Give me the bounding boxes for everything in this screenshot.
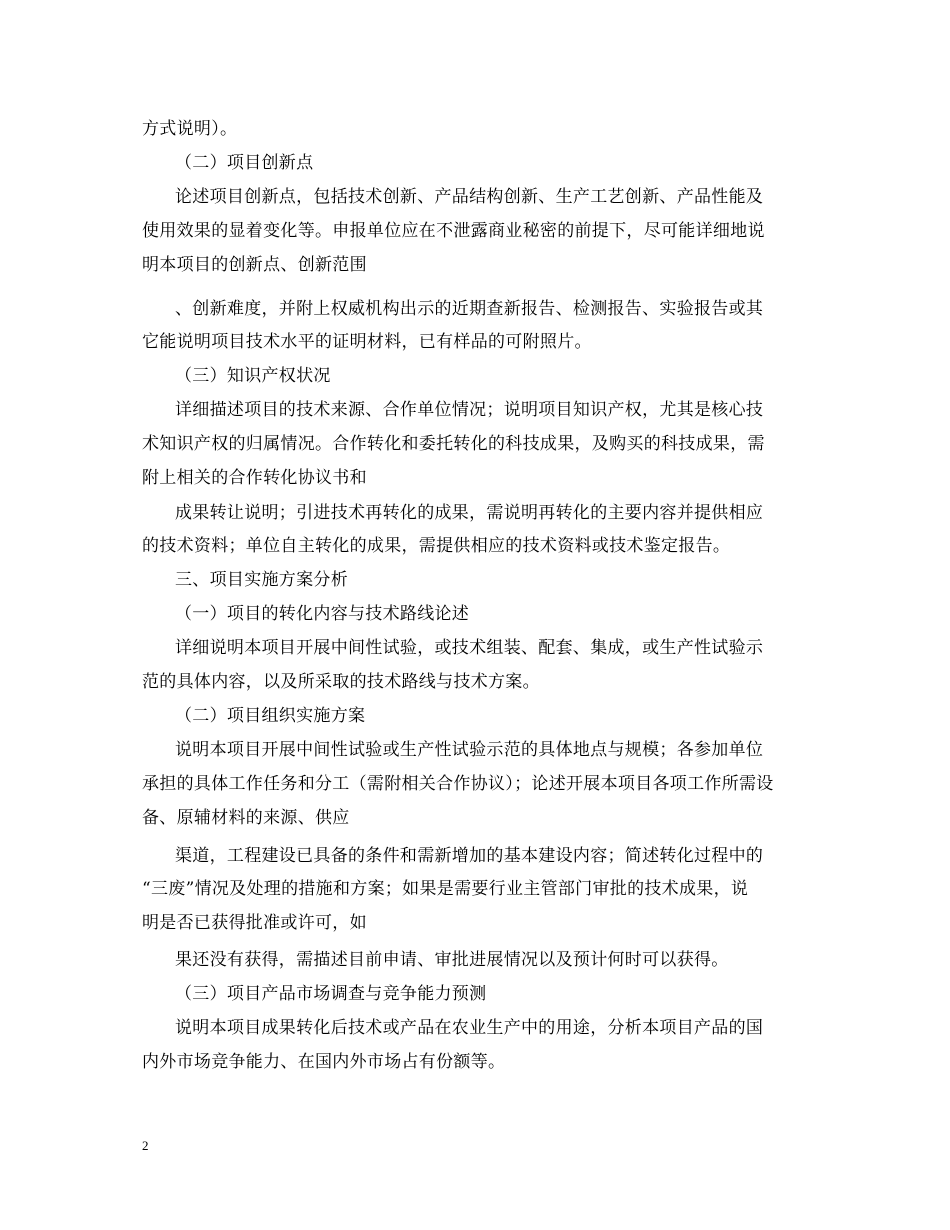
text-line: 范的具体内容，以及所采取的技术路线与技术方案。 (142, 672, 540, 692)
text-line: 明是否已获得批准或许可，如 (142, 913, 367, 933)
text-line: 它能说明项目技术水平的证明材料，已有样品的可附照片。 (142, 332, 592, 352)
text-line: 、创新难度，并附上权威机构出示的近期查新报告、检测报告、实验报告或其 (175, 299, 764, 319)
section-heading: （一）项目的转化内容与技术路线论述 (175, 604, 470, 624)
text-line: 详细描述项目的技术来源、合作单位情况；说明项目知识产权，尤其是核心技 (175, 400, 764, 420)
section-heading: （二）项目创新点 (175, 153, 314, 173)
text-line: “三废”情况及处理的措施和方案；如果是需要行业主管部门审批的技术成果，说 (142, 879, 749, 899)
text-line: 承担的具体工作任务和分工（需附相关合作协议）；论述开展本项目各项工作所需设 (142, 774, 774, 794)
text-line: 论述项目创新点，包括技术创新、产品结构创新、生产工艺创新、产品性能及 (175, 187, 764, 207)
text-line: 备、原辅材料的来源、供应 (142, 808, 350, 828)
section-heading: （三）项目产品市场调查与竞争能力预测 (175, 984, 487, 1004)
text-line: 详细说明本项目开展中间性试验，或技术组装、配套、集成，或生产性试验示 (175, 638, 764, 658)
text-line: 的技术资料；单位自主转化的成果，需提供相应的技术资料或技术鉴定报告。 (142, 536, 731, 556)
text-line: 使用效果的显着变化等。申报单位应在不泄露商业秘密的前提下，尽可能详细地说 (142, 221, 765, 241)
text-line: 方式说明）。 (142, 119, 238, 139)
text-line: 术知识产权的归属情况。合作转化和委托转化的科技成果，及购买的科技成果，需 (142, 434, 765, 454)
section-heading: （二）项目组织实施方案 (175, 706, 366, 726)
text-line: 果还没有获得，需描述目前申请、审批进展情况以及预计何时可以获得。 (175, 950, 729, 970)
text-line: 说明本项目开展中间性试验或生产性试验示范的具体地点与规模；各参加单位 (175, 740, 764, 760)
text-line: 附上相关的合作转化协议书和 (142, 468, 367, 488)
page-number: 2 (142, 1138, 149, 1153)
text-line: 内外市场竞争能力、在国内外市场占有份额等。 (142, 1052, 506, 1072)
text-line: 渠道，工程建设已具备的条件和需新增加的基本建设内容；简述转化过程中的 (175, 846, 764, 866)
text-line: 成果转让说明；引进技术再转化的成果，需说明再转化的主要内容并提供相应 (175, 503, 764, 523)
section-heading: （三）知识产权状况 (175, 366, 331, 386)
chapter-heading: 三、项目实施方案分析 (175, 570, 348, 590)
text-line: 说明本项目成果转化后技术或产品在农业生产中的用途，分析本项目产品的国 (175, 1018, 764, 1038)
text-line: 明本项目的创新点、创新范围 (142, 255, 367, 275)
